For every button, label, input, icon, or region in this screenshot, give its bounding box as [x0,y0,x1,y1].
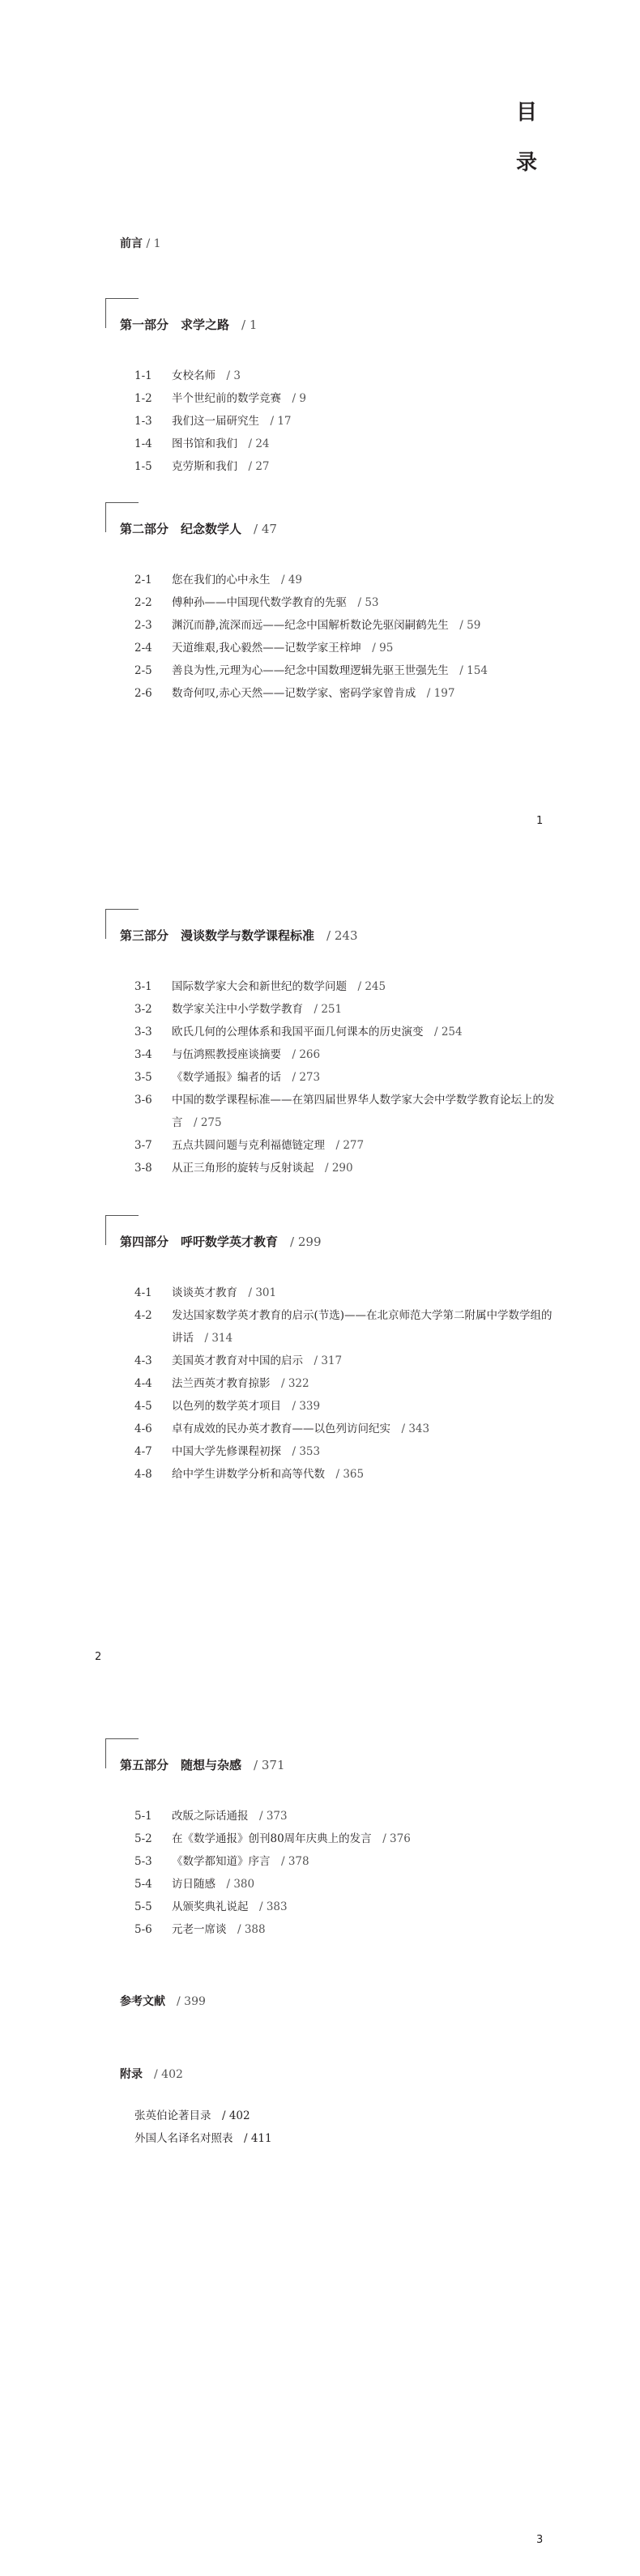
toc-entry[interactable]: 2-5 善良为性,元理为心——纪念中国数理逻辑先驱王世强先生 / 154 [134,664,488,677]
toc-entry[interactable]: 4-7 中国大学先修课程初探 / 353 [134,1445,321,1458]
page-number: 1 [536,815,544,827]
part-1-entries [105,365,559,478]
part-heading[interactable]: 第二部分 纪念数学人 / 47 [105,502,559,544]
toc-entry[interactable]: 1-4 图书馆和我们 / 24 [134,437,270,450]
page-3 [0,1717,640,2576]
part-heading[interactable]: 第五部分 随想与杂感 / 371 [105,1738,559,1781]
appendix-entries [134,2105,272,2150]
page-2 [0,859,640,1717]
page-1 [0,0,640,859]
part-1 [105,298,559,478]
toc-entry[interactable]: 2-6 数奇何叹,赤心天然——记数学家、密码学家曾肯成 / 197 [134,687,455,700]
part-heading[interactable]: 第四部分 呼吁数学英才教育 / 299 [105,1215,559,1257]
toc-entry[interactable]: 2-2 傅种孙——中国现代数学教育的先驱 / 53 [134,596,379,609]
toc-entry[interactable]: 4-4 法兰西英才教育掠影 / 322 [134,1377,309,1390]
toc-entry[interactable]: 3-3 欧氏几何的公理体系和我国平面几何课本的历史演变 / 254 [134,1026,463,1039]
toc-entry[interactable]: 1-5 克劳斯和我们 / 27 [134,460,270,473]
toc-entry[interactable]: 3-7 五点共圆问题与克利福德链定理 / 277 [134,1139,365,1152]
toc-entry[interactable]: 1-2 半个世纪前的数学竞赛 / 9 [134,392,306,405]
toc-entry[interactable]: 2-1 您在我们的心中永生 / 49 [134,574,303,586]
part-heading[interactable]: 第三部分 漫谈数学与数学课程标准 / 243 [105,909,559,951]
toc-entry[interactable]: 5-5 从颁奖典礼说起 / 383 [134,1900,288,1913]
toc-entry[interactable]: 4-2 发达国家数学英才教育的启示(节选)——在北京师范大学第二附属中学数学组的讲话 / 314 [134,1309,553,1345]
toc-entry[interactable]: 1-3 我们这一届研究生 / 17 [134,415,292,428]
toc-entry[interactable]: 2-3 渊沉而静,流深而远——纪念中国解析数论先驱闵嗣鹤先生 / 59 [134,619,481,632]
toc-entry[interactable]: 4-8 给中学生讲数学分析和高等代数 / 365 [134,1468,365,1481]
references-entry[interactable]: 参考文献 / 399 [120,1995,206,2008]
toc-entry[interactable]: 5-1 改版之际话通报 / 373 [134,1810,288,1823]
toc-entry[interactable]: 4-6 卓有成效的民办英才教育——以色列访问纪实 / 343 [134,1422,430,1435]
toc-entry[interactable]: 5-4 访日随感 / 380 [134,1878,255,1891]
part-3 [105,909,559,1179]
appendix-item[interactable]: 张英伯论著目录 / 402 [134,2109,250,2122]
part-2 [105,502,559,705]
toc-entry[interactable]: 4-5 以色列的数学英才项目 / 339 [134,1400,321,1413]
part-4 [105,1215,559,1486]
toc-entry[interactable]: 4-3 美国英才教育对中国的启示 / 317 [134,1354,343,1367]
part-5 [105,1738,559,1941]
toc-entry[interactable]: 3-1 国际数学家大会和新世纪的数学问题 / 245 [134,980,386,993]
preface-entry[interactable]: 前言 / 1 [120,237,161,250]
toc-entry[interactable]: 5-3 《数学都知道》序言 / 378 [134,1855,309,1868]
page-number: 2 [95,1651,102,1663]
appendix-item[interactable]: 外国人名译名对照表 / 411 [134,2132,272,2145]
part-3-entries [105,975,559,1179]
toc-entry[interactable]: 5-2 在《数学通报》创刊80周年庆典上的发言 / 376 [134,1832,411,1845]
toc-entry[interactable]: 3-8 从正三角形的旋转与反射谈起 / 290 [134,1162,353,1175]
part-4-entries [105,1282,559,1486]
toc-title: 目 录 [515,100,537,175]
part-heading[interactable]: 第一部分 求学之路 / 1 [105,298,559,340]
part-2-entries [105,569,559,705]
toc-entry[interactable]: 5-6 元老一席谈 / 388 [134,1923,266,1936]
page-number: 3 [536,2534,544,2546]
part-5-entries [105,1805,559,1941]
toc-entry[interactable]: 1-1 女校名师 / 3 [134,369,241,382]
toc-entry[interactable]: 3-2 数学家关注中小学数学教育 / 251 [134,1003,343,1016]
toc-entry[interactable]: 2-4 天道维艰,我心毅然——记数学家王梓坤 / 95 [134,642,394,655]
toc-entry[interactable]: 4-1 谈谈英才教育 / 301 [134,1286,277,1299]
toc-entry[interactable]: 3-6 中国的数学课程标准——在第四届世界华人数学家大会中学数学教育论坛上的发言 / 275 [134,1094,555,1129]
toc-entry[interactable]: 3-5 《数学通报》编者的话 / 273 [134,1071,321,1084]
appendix-entry[interactable]: 附录 / 402 [120,2068,183,2081]
toc-entry[interactable]: 3-4 与伍鸿熙教授座谈摘要 / 266 [134,1048,321,1061]
